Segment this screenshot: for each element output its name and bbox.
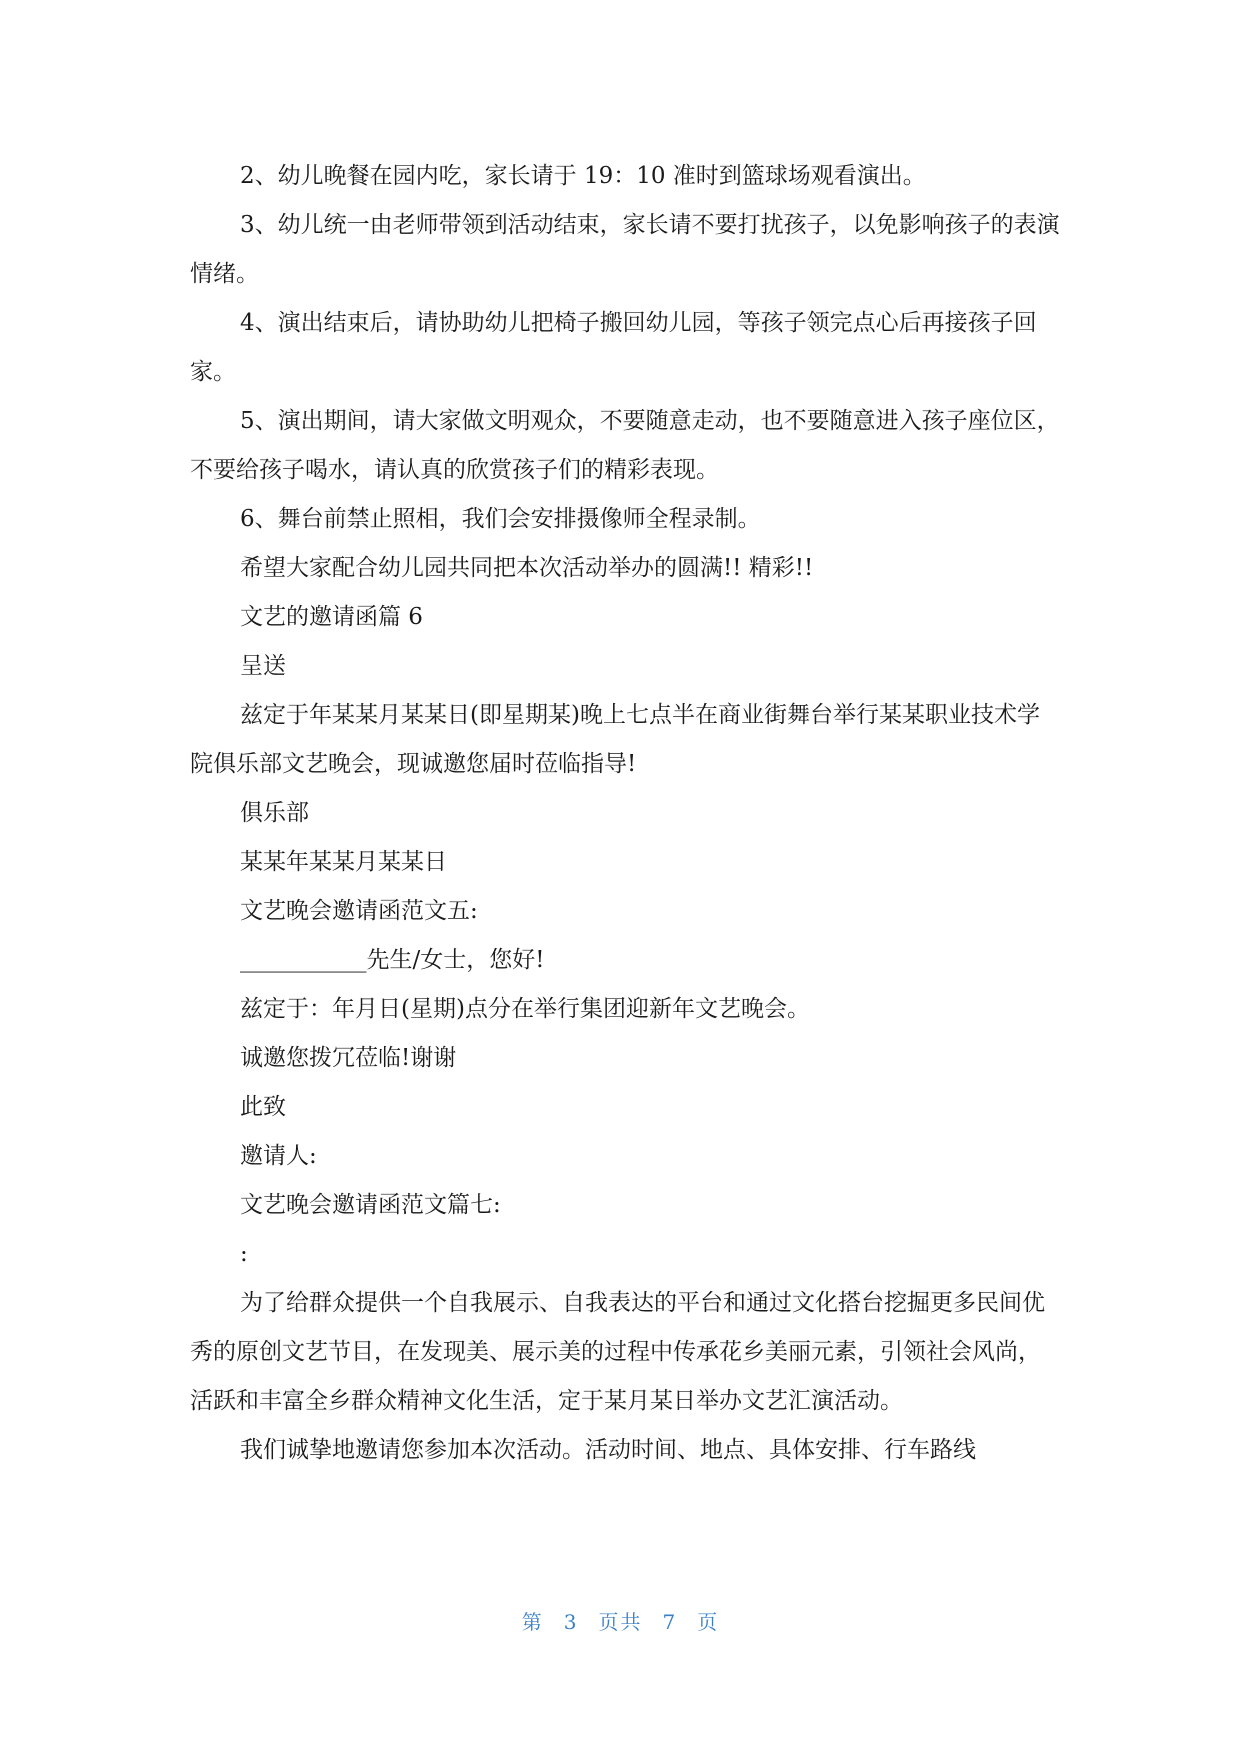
paragraph-sender: 俱乐部 bbox=[240, 800, 309, 826]
paragraph-inviter: 邀请人: bbox=[240, 1143, 317, 1169]
footer-prefix: 第 bbox=[521, 1610, 544, 1634]
paragraph-note-5: 5、演出期间，请大家做文明观众，不要随意走动，也不要随意进入孩子座位区，不要给孩子喝水，请认真的欣赏孩子们的精彩表现。 bbox=[190, 408, 1060, 483]
footer-middle: 页共 bbox=[598, 1610, 643, 1634]
paragraph-note-4: 4、演出结束后，请协助幼儿把椅子搬回幼儿园，等孩子领完点心后再接孩子回家。 bbox=[190, 310, 1037, 385]
paragraph-closing-wish: 希望大家配合幼儿园共同把本次活动举办的圆满!! 精彩!! bbox=[240, 555, 814, 581]
paragraph-note-3: 3、幼儿统一由老师带领到活动结束，家长请不要打扰孩子，以免影响孩子的表演情绪。 bbox=[190, 212, 1060, 287]
footer-suffix: 页 bbox=[697, 1610, 720, 1634]
paragraph-invitation-details: 我们诚挚地邀请您参加本次活动。活动时间、地点、具体安排、行车路线 bbox=[240, 1437, 976, 1463]
footer-total-pages: 7 bbox=[662, 1610, 678, 1634]
page-footer bbox=[0, 1606, 1241, 1635]
paragraph-event-time: 兹定于：年月日(星期)点分在举行集团迎新年文艺晚会。 bbox=[240, 996, 810, 1022]
paragraph-date: 某某年某某月某某日 bbox=[240, 849, 447, 875]
paragraph-invite: 诚邀您拨冗莅临!谢谢 bbox=[240, 1045, 457, 1071]
paragraph-note-6: 6、舞台前禁止照相，我们会安排摄像师全程录制。 bbox=[240, 506, 761, 532]
paragraph-note-2: 2、幼儿晚餐在园内吃，家长请于 19：10 准时到篮球场观看演出。 bbox=[240, 163, 926, 189]
section-heading-7: 文艺晚会邀请函范文篇七: bbox=[240, 1192, 501, 1218]
document-body bbox=[190, 152, 1062, 1475]
paragraph-greeting: ___________先生/女士，您好! bbox=[240, 947, 545, 973]
section-heading-5: 文艺晚会邀请函范文五: bbox=[240, 898, 478, 924]
paragraph-regards: 此致 bbox=[240, 1094, 286, 1120]
paragraph-purpose: 为了给群众提供一个自我展示、自我表达的平台和通过文化搭台挖掘更多民间优秀的原创文艺节目，在发现美、展示美的过程中传承花乡美丽元素，引领社会风尚，活跃和丰富全乡群众精神文化生活，定于某月某日举办文艺汇演活动。 bbox=[190, 1290, 1045, 1414]
section-heading-6: 文艺的邀请函篇 6 bbox=[240, 604, 423, 630]
paragraph-colon: : bbox=[240, 1241, 248, 1267]
paragraph-salutation: 呈送 bbox=[240, 653, 286, 679]
paragraph-invitation-body: 兹定于年某某月某某日(即星期某)晚上七点半在商业街舞台举行某某职业技术学院俱乐部文艺晚会，现诚邀您届时莅临指导! bbox=[190, 702, 1040, 777]
footer-current-page: 3 bbox=[563, 1610, 579, 1634]
